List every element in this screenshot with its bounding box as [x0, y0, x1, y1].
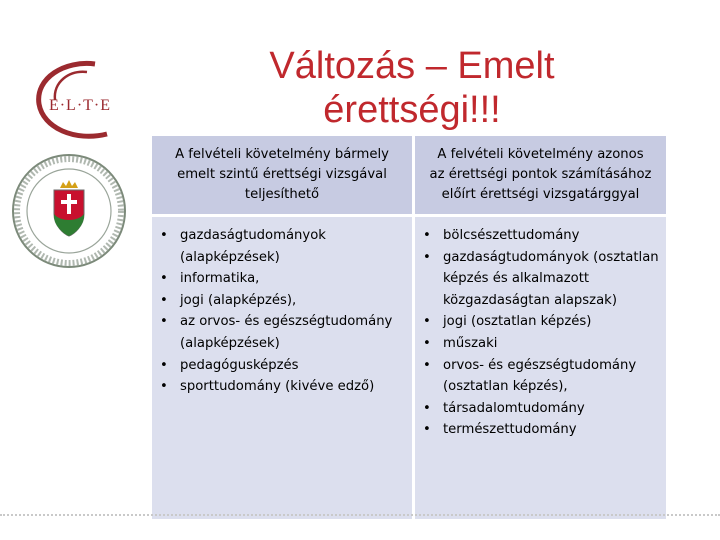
header-cell-any-subject: [152, 136, 415, 214]
bullet-icon: •: [423, 335, 431, 351]
list-item: • informatika,: [156, 268, 408, 290]
list-item: • pedagógusképzés: [156, 355, 408, 377]
list-item: • bölcsészettudomány: [419, 225, 662, 247]
bullet-icon: •: [160, 228, 168, 243]
logo-text: E·L·T·E: [48, 97, 112, 114]
header-line: előírt érettségi vizsgatárggyal: [441, 187, 640, 202]
bullet-icon: •: [423, 422, 431, 438]
list-item: • természettudomány: [419, 419, 662, 441]
field-list-left: [156, 225, 408, 398]
header-line: az érettségi pontok számításához: [429, 167, 652, 182]
header-line: A felvételi követelmény azonos: [437, 147, 644, 162]
bullet-icon: •: [423, 314, 431, 330]
list-item: • gazdaságtudományok (alapképzések): [156, 225, 408, 268]
requirements-table: [152, 136, 666, 519]
list-item: • társadalomtudomány: [419, 398, 662, 420]
list-item: • orvos- és egészségtudomány (osztatlan képzés),: [419, 355, 662, 398]
list-item: • az orvos- és egészségtudomány (alapképzések): [156, 311, 408, 354]
bullet-icon: •: [160, 379, 168, 395]
header-cell-same-subject: [415, 136, 666, 214]
title-line-2: érettségi!!!: [323, 89, 501, 131]
header-line: A felvételi követelmény bármely: [175, 147, 389, 162]
bullet-icon: •: [423, 228, 431, 243]
table-header-row: [152, 136, 666, 214]
title-line-1: Változás – Emelt: [269, 45, 555, 87]
bullet-icon: •: [160, 271, 168, 287]
bullet-icon: •: [160, 314, 168, 330]
bullet-icon: •: [423, 249, 431, 265]
university-seal-icon: [10, 152, 128, 270]
list-item: • jogi (alapképzés),: [156, 290, 408, 312]
logo-column: [0, 0, 150, 540]
list-item: • sporttudomány (kivéve edző): [156, 376, 408, 398]
bottom-divider: [0, 514, 720, 516]
header-line: teljesíthető: [244, 187, 320, 202]
list-item: • gazdaságtudományok (osztatlan képzés és alkalmazott közgazdaságtan alapszak): [419, 247, 662, 312]
body-cell-right: [415, 214, 666, 519]
bullet-icon: •: [423, 400, 431, 416]
table-body-row: [152, 214, 666, 519]
bullet-icon: •: [423, 357, 431, 373]
list-item: • műszaki: [419, 333, 662, 355]
list-item: • jogi (osztatlan képzés): [419, 311, 662, 333]
bullet-icon: •: [160, 357, 168, 373]
field-list-right: [419, 225, 662, 441]
body-cell-left: [152, 214, 415, 519]
bullet-icon: •: [160, 292, 168, 308]
slide-title: [152, 44, 672, 132]
header-line: emelt szintű érettségi vizsgával: [177, 167, 387, 182]
elte-logo-icon: [25, 58, 135, 148]
